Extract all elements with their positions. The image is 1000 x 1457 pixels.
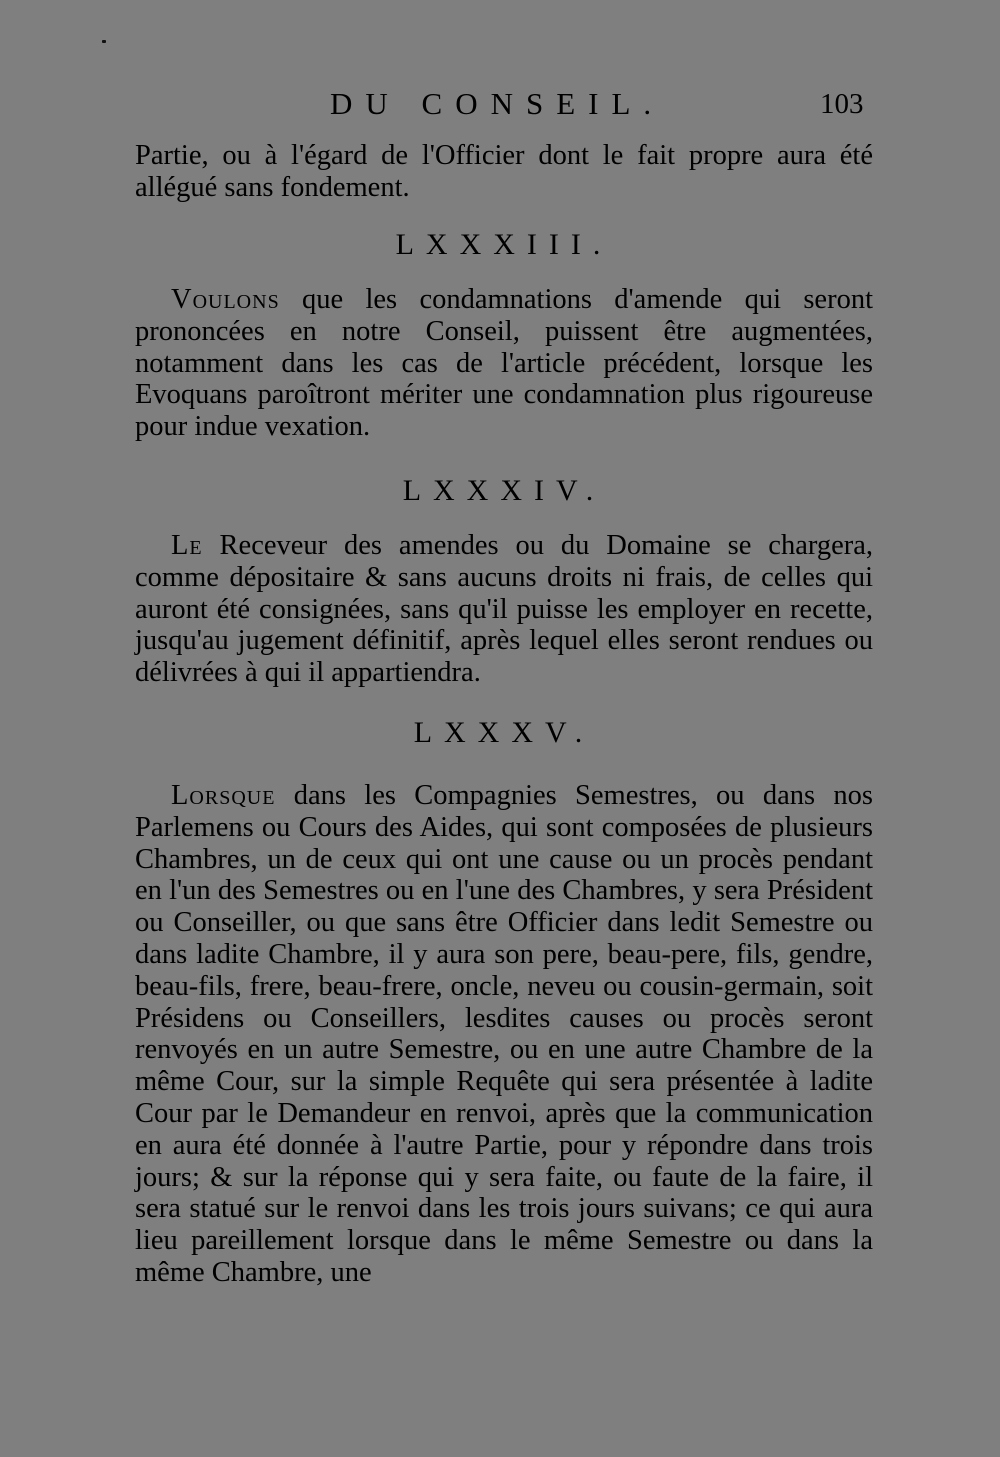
article-body-84 — [135, 530, 873, 689]
page-number: 103 — [820, 88, 864, 120]
article-lead-word: Lorsque — [171, 780, 276, 811]
ink-speck — [102, 40, 106, 43]
article-heading-84: LXXXIV. — [402, 474, 606, 507]
article-text: que les condamnations d'amende qui seront prononcées en notre Conseil, puissent être augmentées, notamment dans les cas de l'article précédent, lorsque les Evoquans paroîtront mériter une condamnation plus rigoureuse pour indue vexation. — [135, 284, 873, 443]
running-head — [0, 86, 1000, 130]
article-lead-word: Le — [171, 530, 203, 561]
article-text: dans les Compagnies Semestres, ou dans nos Parlemens ou Cours des Aides, qui sont composées de plusieurs Chambres, un de ceux qui ont une cause ou un procès pendant en l'un des Semestres ou en l'une des Chambres, y sera Président ou Conseiller, ou que sans être Officier dans ledit Semestre ou dans ladite Chambre, il y aura son pere, beau-pere, fils, gendre, beau-fils, frere, beau-frere, oncle, neveu ou cousin-germain, soit Présidens ou Conseillers, lesdites causes ou procès seront renvoyés en un autre Semestre, ou en une autre Chambre de la même Cour, sur la simple Requête qui sera présentée à ladite Cour par le Demandeur en renvoi, après que la communication en aura été donnée à l'autre Partie, pour y répondre dans trois jours; & sur la réponse qui y sera faite, ou faute de la faire, il sera statué sur le renvoi dans les trois jours suivans; ce qui aura lieu pareillement lorsque dans le même Semestre ou dans la même Chambre, une — [135, 780, 873, 1288]
article-heading-83: LXXXIII. — [395, 228, 613, 261]
continuation-paragraph — [135, 140, 873, 204]
article-body-85 — [135, 780, 873, 1289]
article-text: Receveur des amendes ou du Domaine se chargera, comme dépositaire & sans aucuns droits ni frais, de celles qui auront été consignées, sans qu'il puisse les employer en recette, jusqu'au jugement définitif, après lequel elles seront rendues ou délivrées à qui il appartiendra. — [135, 530, 873, 689]
article-body-83 — [135, 284, 873, 443]
article-heading-85: LXXXV. — [413, 716, 595, 749]
article-lead-word: Voulons — [171, 284, 280, 315]
running-title: DU CONSEIL. — [330, 86, 665, 121]
continuation-text: Partie, ou à l'égard de l'Officier dont le fait propre aura été allégué sans fondement. — [135, 140, 873, 203]
